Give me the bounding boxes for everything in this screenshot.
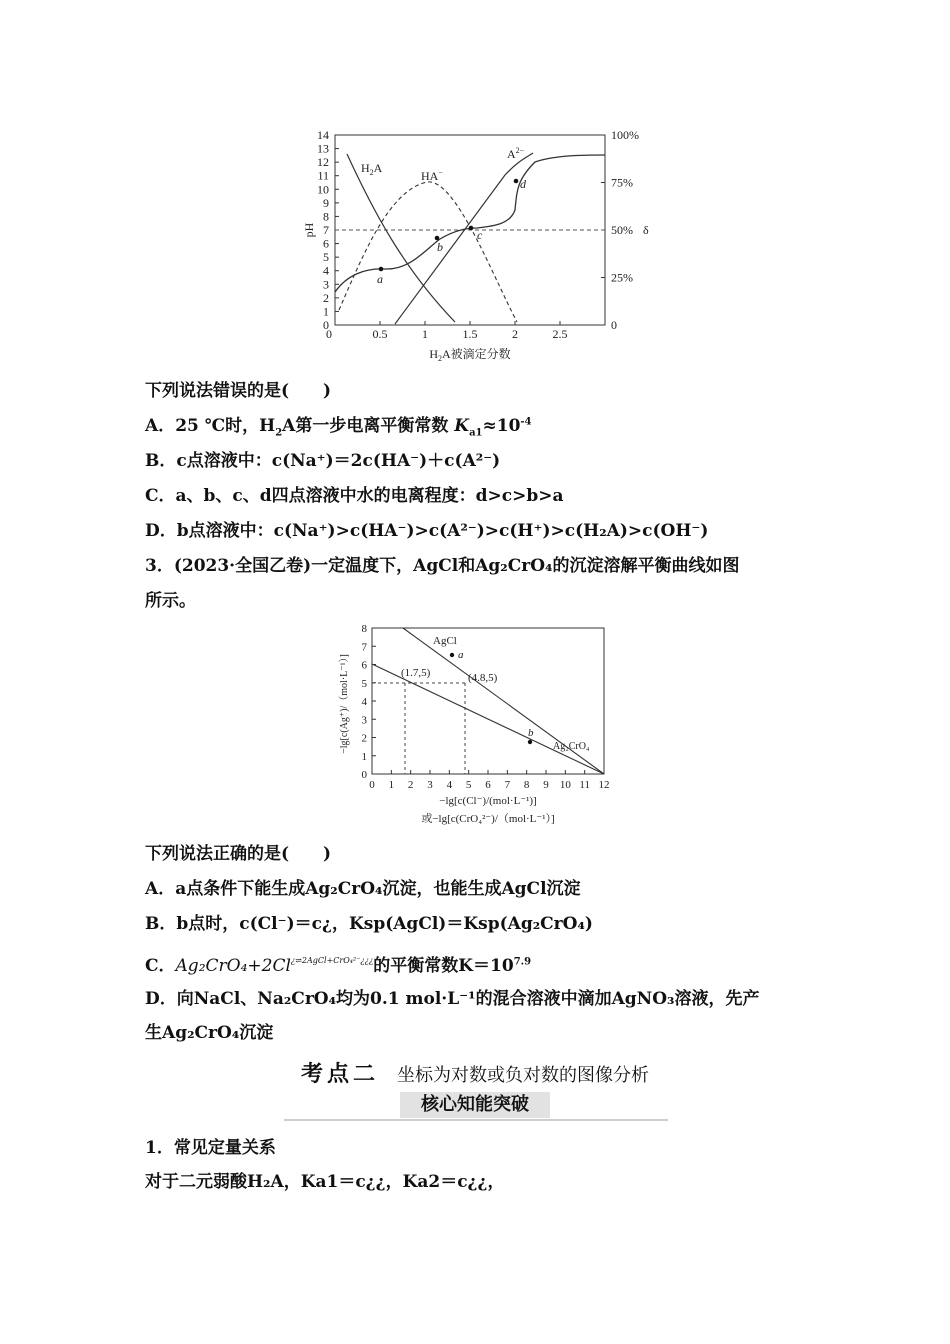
- para-heading: 1．常见定量关系: [145, 1138, 276, 1158]
- point-a2: [450, 653, 454, 657]
- label-ag2cro4: Ag₂CrO₄: [553, 741, 590, 752]
- left-tick-label: 14: [317, 128, 329, 142]
- left-tick-label: 13: [317, 141, 329, 156]
- point-b2: [528, 740, 532, 744]
- label-ha: HA−: [421, 168, 443, 183]
- y-tick-label: 2: [361, 732, 367, 745]
- right-tick-label: 75%: [611, 175, 633, 190]
- section-banner: 核心知能突破: [400, 1092, 550, 1118]
- option-c-formula: Ag₂CrO₄+2Cl: [175, 956, 291, 976]
- left-tick-label: 7: [323, 223, 329, 237]
- left-tick-label: 1: [323, 304, 329, 319]
- x-tick-label: 8: [523, 779, 530, 791]
- q3-options-stem: 下列说法正确的是( ): [145, 844, 332, 864]
- point-c: [469, 226, 474, 231]
- chart2-y-label: −lg[c(Ag⁺)/（mol·L⁻¹）]: [339, 654, 350, 754]
- a-curve: [395, 153, 533, 324]
- x-tick-label: 1: [422, 327, 428, 341]
- x-tick-label: 6: [485, 779, 491, 791]
- right-tick-label: 100%: [611, 128, 639, 142]
- label-c: c: [477, 228, 483, 242]
- left-tick-label: 6: [323, 236, 329, 251]
- para-line: 对于二元弱酸H₂A，Ka1＝c¿¿，Ka2＝c¿¿，: [145, 1172, 505, 1192]
- chart2-x-label1: −lg[c(Cl⁻)/(mol·L⁻¹)]: [439, 795, 537, 807]
- x-tick-label: 12: [598, 779, 610, 791]
- q3-stem-line2: 所示。: [145, 591, 196, 611]
- label-a2: $A^{2-}$: [507, 146, 525, 161]
- y-tick-label: 5: [361, 677, 367, 690]
- x-tick-label: 0.5: [372, 327, 388, 341]
- q3-option-a: A．a点条件下能生成Ag₂CrO₄沉淀，也能生成AgCl沉淀: [145, 879, 581, 899]
- x-tick-label: 7: [504, 779, 511, 791]
- solubility-chart: [325, 618, 625, 833]
- q2-option-b: B．c点溶液中：c(Na⁺)＝2c(HA⁻)＋c(A²⁻): [145, 451, 501, 471]
- x-tick-label: 11: [579, 779, 590, 791]
- q3-option-d-line2: 生Ag₂CrO₄沉淀: [145, 1023, 274, 1043]
- x-tick-label: 2.5: [552, 327, 568, 341]
- x-tick-label: 1.5: [462, 327, 478, 341]
- right-tick-label: 50%: [611, 223, 633, 237]
- label-b: b: [437, 240, 443, 254]
- chart2-y-axis: [362, 623, 377, 781]
- chart2-x-label2: 或−lg[c(CrO₄²⁻)/（mol·L⁻¹）]: [421, 813, 555, 825]
- left-tick-label: 2: [323, 290, 329, 305]
- delta-label: δ: [643, 223, 649, 237]
- y-tick-label: 8: [361, 623, 367, 635]
- label-h2a: $H_2A$: [361, 161, 383, 177]
- label-a: a: [377, 272, 383, 286]
- y-tick-label: 0: [361, 769, 367, 781]
- x-tick-label: 2: [512, 327, 518, 341]
- point-a: [379, 267, 384, 272]
- x-tick-label: 3: [427, 779, 433, 791]
- left-tick-label: 12: [317, 155, 329, 170]
- ha-curve: [339, 182, 517, 322]
- agcl-line: [403, 628, 604, 774]
- section-rule: [284, 1119, 668, 1121]
- left-tick-label: 9: [323, 195, 329, 210]
- label-pt2: (4.8,5): [468, 672, 498, 684]
- x-tick-label: 0: [326, 327, 332, 341]
- q3-option-d-line1: D．向NaCl、Na₂CrO₄均为0.1 mol·L⁻¹的混合溶液中滴加AgNO₃溶液，先产: [145, 989, 760, 1009]
- section-title: 考点二 坐标为对数或负对数的图像分析: [300, 1062, 649, 1087]
- chart1-x-axis: [326, 321, 568, 341]
- label-a2pt: a: [458, 649, 464, 661]
- q2-option-d: D．b点溶液中：c(Na⁺)>c(HA⁻)>c(A²⁻)>c(H⁺)>c(H₂A)>c(OH⁻): [145, 521, 709, 541]
- right-tick-label: 25%: [611, 270, 633, 285]
- left-tick-label: 0: [323, 318, 329, 332]
- label-agcl: AgCl: [433, 635, 457, 647]
- left-tick-label: 4: [323, 263, 329, 278]
- point-d: [514, 179, 519, 184]
- x-tick-label: 0: [369, 779, 375, 791]
- y-tick-label: 7: [361, 641, 367, 654]
- q3-stem-line1: 3．(2023·全国乙卷)一定温度下，AgCl和Ag₂CrO₄的沉淀溶解平衡曲线如图: [145, 556, 740, 576]
- q3-option-b: B．b点时，c(Cl⁻)＝c¿，Ksp(AgCl)＝Ksp(Ag₂CrO₄): [145, 914, 593, 934]
- left-tick-label: 11: [317, 168, 329, 183]
- y-tick-label: 6: [361, 659, 367, 672]
- left-tick-label: 3: [323, 277, 329, 292]
- x-tick-label: 4: [446, 779, 453, 791]
- chart2-frame: [372, 628, 604, 774]
- label-d: d: [520, 177, 526, 191]
- titration-chart: [295, 120, 665, 370]
- left-tick-label: 10: [317, 182, 329, 197]
- left-tick-label: 8: [323, 209, 329, 224]
- y-label-ph: pH: [302, 222, 316, 238]
- left-tick-label: 5: [323, 250, 329, 265]
- q2-option-c: C．a、b、c、d四点溶液中水的电离程度：d>c>b>a: [145, 486, 564, 506]
- chart1-right-axis: [601, 128, 639, 332]
- right-tick-label: 0: [611, 318, 617, 332]
- x-tick-label: 9: [543, 779, 549, 791]
- x-tick-label: 1: [388, 779, 395, 791]
- x-label: $H_2A$被滴定分数: [429, 347, 511, 363]
- label-b2pt: b: [528, 727, 534, 739]
- x-tick-label: 5: [465, 779, 472, 791]
- y-tick-label: 4: [361, 696, 367, 708]
- q2-stem: 下列说法错误的是( ): [145, 381, 332, 401]
- x-tick-label: 2: [407, 779, 414, 791]
- y-tick-label: 1: [361, 750, 367, 763]
- ph-curve: [335, 155, 605, 292]
- x-tick-label: 10: [559, 779, 571, 791]
- option-c-tiny: ¿⇌2AgCl+CrO₄²⁻¿¿¿: [290, 956, 374, 965]
- q2-option-a: A．25 ℃时，$H_2A$第一步电离平衡常数 $K_{a1}\approx 10^{-4}$: [145, 416, 532, 439]
- label-pt1: (1.7,5): [401, 667, 431, 679]
- y-tick-label: 3: [361, 714, 367, 727]
- q3-option-c: C．$Ag_2CrO_4+2Cl^{¿\rightleftharpoons 2AgCl+CrO_4^{2-}¿¿¿}$的平衡常数$K=10^{7.9}$: [145, 956, 532, 976]
